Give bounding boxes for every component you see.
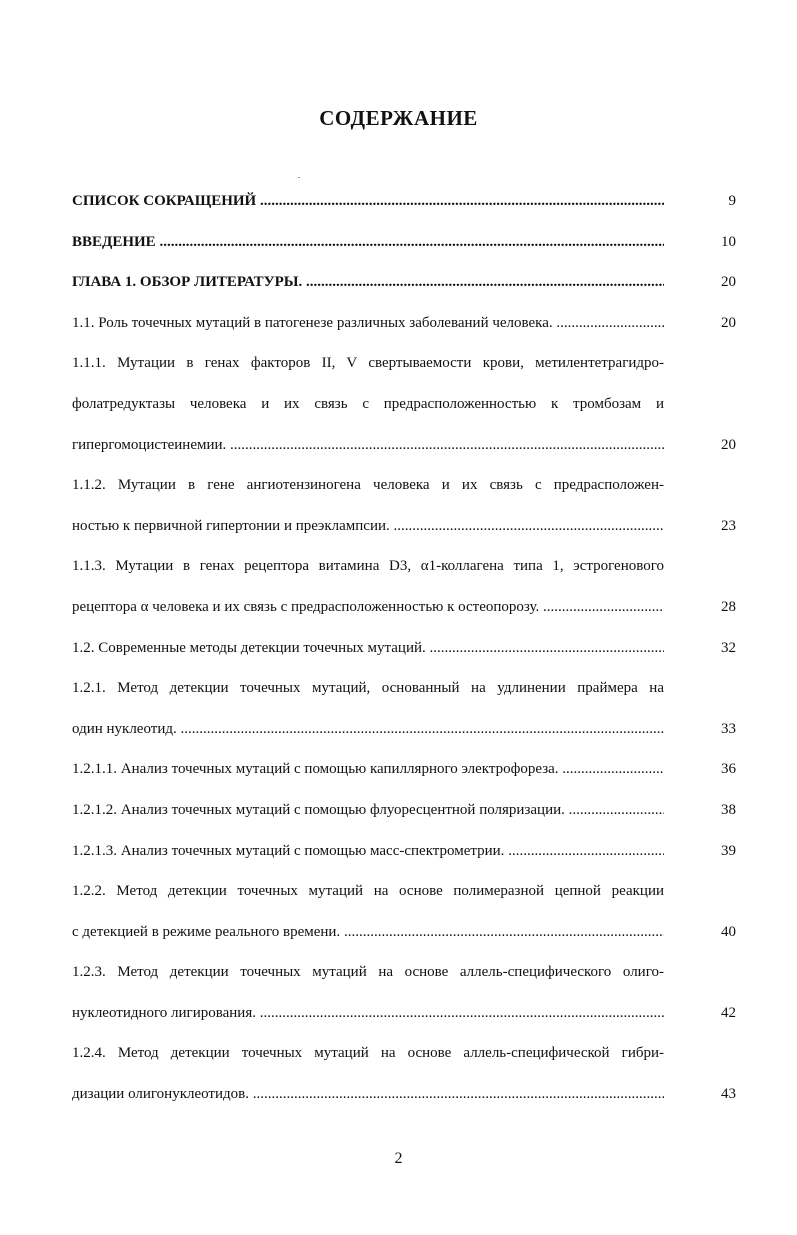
toc-entry-text: 1.2.1.1. Анализ точечных мутаций с помощью капиллярного электрофореза. ..... [72, 749, 664, 790]
toc-entry-last-line [72, 506, 664, 547]
toc-entry [72, 1033, 736, 1114]
toc-entry-text: ГЛАВА 1. ОБЗОР ЛИТЕРАТУРЫ. ..... [72, 262, 664, 303]
toc-entry-page: 42 [721, 1004, 736, 1021]
toc-entry-text: дизации олигонуклеотидов. ..... [72, 1074, 664, 1115]
toc-entry [72, 790, 736, 831]
toc-entry-page: 20 [721, 274, 736, 291]
toc-entry-page: 32 [721, 639, 736, 656]
toc-entry [72, 303, 736, 344]
toc-entry-last-line [72, 303, 664, 344]
toc-entry-last-line [72, 222, 664, 263]
toc-entry-text: 1.1. Роль точечных мутаций в патогенезе различных заболеваний человека. ..... [72, 303, 664, 344]
toc-entry [72, 871, 736, 952]
toc-entry-last-line [72, 912, 664, 953]
toc-entry-line: фолатредуктазы человека и их связь с предрасположенностью к тромбозам и [72, 395, 664, 412]
toc-entry-line: 1.2.2. Метод детекции точечных мутаций на основе полимеразной цепной реакции [72, 883, 664, 900]
toc-entry-text: ВВЕДЕНИЕ ..... [72, 222, 664, 263]
toc-entry-line: 1.1.2. Мутации в гене ангиотензиногена человека и их связь с предрасположен- [72, 477, 664, 494]
toc-entry-page: 23 [721, 517, 736, 534]
toc-entry [72, 749, 736, 790]
toc-entry [72, 668, 736, 749]
toc-entry-page: 40 [721, 923, 736, 940]
toc-entry-last-line [72, 993, 664, 1034]
toc-entry-last-line [72, 628, 664, 669]
toc-entry-page: 36 [721, 761, 736, 778]
toc-entry [72, 222, 736, 263]
toc-entry-last-line [72, 425, 664, 466]
toc-entry-text: рецептора α человека и их связь с предрасположенностью к остеопорозу. ..... [72, 587, 664, 628]
toc-entry-text: ностью к первичной гипертонии и преэклампсии. ..... [72, 506, 664, 547]
toc-entry [72, 628, 736, 669]
table-of-contents [72, 181, 736, 1115]
toc-entry [72, 343, 736, 465]
toc-entry-last-line [72, 587, 664, 628]
toc-entry-last-line [72, 831, 664, 872]
page-title: СОДЕРЖАНИЕ [319, 106, 478, 130]
toc-entry-text: с детекцией в режиме реального времени. ..... [72, 912, 664, 953]
toc-entry-page: 20 [721, 436, 736, 453]
toc-entry-line: 1.1.3. Мутации в генах рецептора витамина D3, α1-коллагена типа 1, эстрогенового [72, 558, 664, 575]
toc-entry-text: 1.2.1.2. Анализ точечных мутаций с помощью флуоресцентной поляризации. ..... [72, 790, 664, 831]
toc-entry-last-line [72, 1074, 664, 1115]
toc-entry-last-line [72, 709, 664, 750]
page-number: 2 [394, 1150, 403, 1167]
toc-entry-line: 1.2.3. Метод детекции точечных мутаций на основе аллель-специфического олиго- [72, 964, 664, 981]
toc-entry [72, 465, 736, 546]
toc-entry-page: 10 [721, 233, 736, 250]
toc-entry-line: 1.2.4. Метод детекции точечных мутаций на основе аллель-специфической гибри- [72, 1045, 664, 1062]
toc-entry-last-line [72, 749, 664, 790]
toc-entry-page: 9 [728, 193, 736, 209]
toc-entry-text: нуклеотидного лигирования. ..... [72, 993, 664, 1034]
toc-entry-line: 1.1.1. Мутации в генах факторов II, V свертываемости крови, метилентетрагидро- [72, 355, 664, 372]
toc-entry [72, 262, 736, 303]
scan-speck [298, 177, 300, 178]
toc-entry-page: 39 [721, 842, 736, 859]
toc-entry-page: 33 [721, 720, 736, 737]
toc-entry-last-line [72, 262, 664, 303]
toc-entry-page: 38 [721, 801, 736, 818]
toc-entry-page: 43 [721, 1086, 736, 1103]
toc-entry-text: 1.2.1.3. Анализ точечных мутаций с помощью масс-спектрометрии. ..... [72, 831, 664, 872]
toc-entry [72, 952, 736, 1033]
toc-entry [72, 831, 736, 872]
toc-entry [72, 546, 736, 627]
toc-entry-page: 20 [721, 314, 736, 331]
toc-entry-text: 1.2. Современные методы детекции точечных мутаций. ..... [72, 628, 664, 669]
toc-entry-text: СПИСОК СОКРАЩЕНИЙ ..... [72, 181, 664, 222]
toc-entry-last-line [72, 181, 664, 222]
toc-entry-text: гипергомоцистеинемии. ..... [72, 425, 664, 466]
toc-entry-text: один нуклеотид. ..... [72, 709, 664, 750]
toc-entry-line: 1.2.1. Метод детекции точечных мутаций, основанный на удлинении праймера на [72, 680, 664, 697]
toc-entry [72, 181, 736, 222]
toc-entry-last-line [72, 790, 664, 831]
toc-entry-page: 28 [721, 598, 736, 615]
